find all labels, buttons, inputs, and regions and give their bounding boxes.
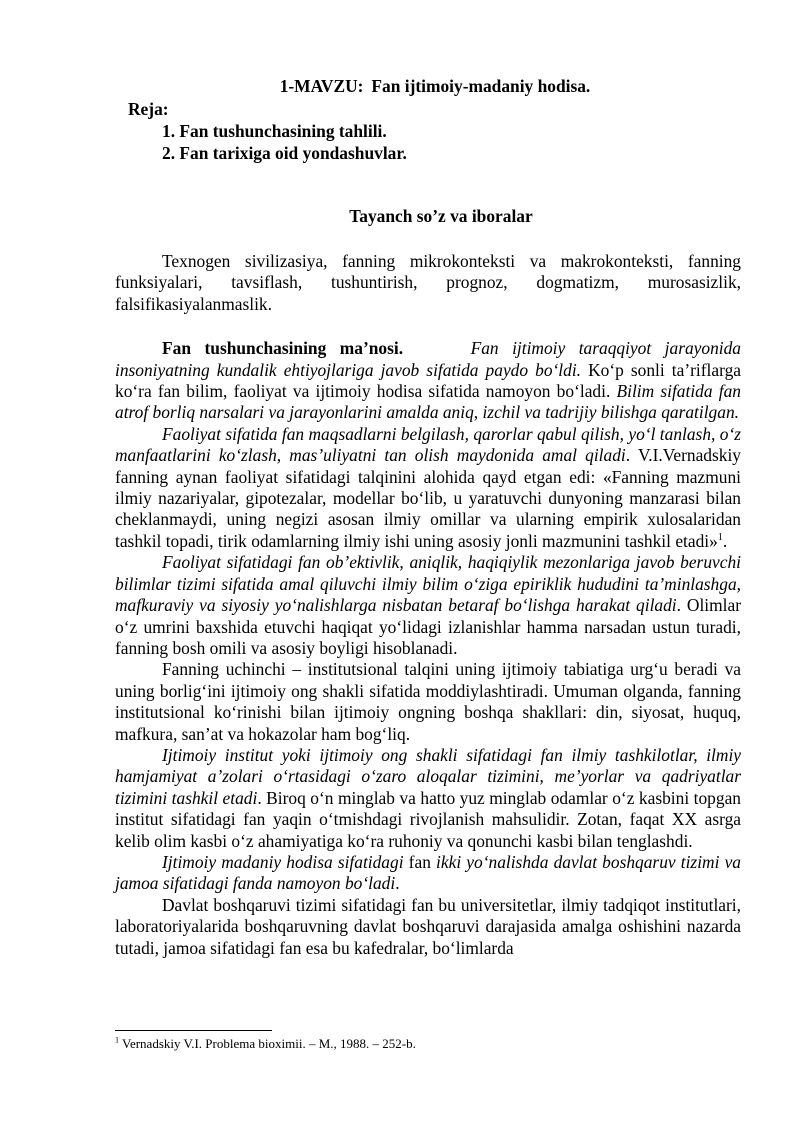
plan-label: Reja: (128, 99, 169, 119)
page-title (115, 76, 755, 97)
paragraph-7 (115, 895, 741, 959)
keywords-paragraph (115, 251, 741, 315)
body-text: Davlat boshqaruvi tizimi sifatidagi fan bu universitetlar, ilmiy tadqiqot institutlari, laboratoriyalarida boshqaruvning davlat boshqaruvi darajasida amalga oshishini nazarda tutadi, jamoa sifatidagi fan esa bu kafedralar, bo‘limlarda (115, 894, 741, 958)
paragraph-2 (115, 424, 741, 552)
italic-text: Faoliyat sifatidagi fan ob’ektivlik, aniqlik, haqiqiylik mezonlariga javob beruvchi bilimlar tizimi sifatida amal qiluvchi ilmiy bilim o‘ziga epiriklik hududini ta’minlashga, mafkuraviy va siyosiy yo‘nalishlarga nisbatan betaraf bo‘lishga harakat qiladi (115, 552, 741, 616)
italic-text: Ijtimoiy institut yoki ijtimoiy ong shakli sifatidagi fan ilmiy tashkilotlar, ilmiy hamjamiyat a’zolari o‘rtasidagi o‘zaro aloqalar tizimini, me’yorlar va qadriyatlar tizimini tashkil etadi (115, 744, 741, 808)
italic-text: Ijtimoiy madaniy hodisa sifatidagi (162, 851, 404, 872)
italic-text: Faoliyat sifatida fan maqsadlarni belgilash, qarorlar qabul qilish, yo‘l tanlash, o‘z manfaatlarini ko‘zlash, mas’uliyatni tan olish maydonida amal qiladi (115, 423, 741, 466)
title-text: Fan ijtimoiy-madaniy hodisa. (371, 76, 591, 96)
keywords-text: Texnogen sivilizasiya, fanning mikrokonteksti va makrokonteksti, fanning funksiyalari, tavsiflash, tushuntirish, prognoz, dogmatizm, murosasizlik, falsifikasiyalanmaslik. (115, 251, 741, 314)
paragraph-6 (115, 852, 741, 895)
body-text: . (395, 873, 400, 894)
body-text: . Biroq o‘n minglab va hatto yuz minglab odamlar o‘z kasbini topgan institut sifatidagi fan yaqin o‘tmishdagi rivojlanish mahsulidir. Zotan, faqat XX asrga kelib olim kasbi o‘z ahamiyatiga ko‘ra ruhoniy va qonunchi kasbi bilan tenglashdi. (115, 787, 741, 851)
plan-item: 2. Fan tarixiga oid yondashuvlar. (162, 143, 407, 163)
paragraph-3 (115, 552, 741, 659)
body-text: Fanning uchinchi – institutsional talqini uning ijtimoiy tabiatiga urg‘u beradi va uning borlig‘ini ijtimoiy ong shakli sifatida moddiylashtiradi. Umuman olganda, fanning institutsional ko‘rinishi bilan ijtimoiy ongning boshqa shakllari: din, siyosat, huquq, mafkura, san’at va hokazolar ham bog‘liq. (115, 659, 741, 744)
plan-list (162, 121, 407, 165)
paragraph-1 (115, 338, 741, 424)
italic-text: Bilim sifatida fan atrof borliq narsalari va jarayonlarini amalda aniq, izchil va tadrijiy bilishga qaratilgan. (115, 381, 741, 423)
keywords-heading: Tayanch so’z va iboralar (349, 206, 533, 226)
plan-item: 1. Fan tushunchasining tahlili. (162, 121, 387, 141)
body-text: . Olimlar o‘z umrini baxshida etuvchi haqiqat yo‘lidagi izlanishlar hamma narsadan ustun turadi, fanning bosh omili va asosiy boyligi hisoblanadi. (115, 595, 741, 658)
title-number: 1-MAVZU: (279, 76, 364, 96)
footnote-text: Vernadskiy V.I. Problema bioximii. – M., 1988. – 252-b. (119, 1036, 416, 1051)
body-text: Ko‘p sonli ta’riflarga ko‘ra fan bilim, faoliyat va ijtimoiy hodisa sifatida namoyon bo‘ladi. (115, 359, 741, 402)
italic-text: Fan ijtimoiy taraqqiyot jarayonida insoniyatning kundalik ehtiyojlariga javob sifatida paydo bo‘ldi. (115, 338, 741, 380)
body-text: . (722, 530, 728, 551)
paragraph-4 (115, 659, 741, 745)
document-body (115, 251, 741, 959)
footnote-divider (115, 1030, 272, 1031)
footnote-reference[interactable]: 1 (717, 532, 723, 544)
paragraph-5 (115, 745, 741, 852)
body-text: fan (403, 851, 437, 872)
body-text: . V.I.Vernadskiy fanning aynan faoliyat sifatidagi talqinini alohida qayd etgan edi: «Fanning mazmuni ilmiy nazariyalar, gipotezalar, modellar bo‘lib, u yaratuvchi dunyoning manzarasi bilan cheklanmaydi, uning negizi asosan ilmiy omillar va ularning empirik xulosalaridan tashkil topadi, tirik odamlarning ilmiy ishi uning asosiy jonli mazmunini tashkil etadi» (115, 445, 741, 551)
footnote (115, 1036, 416, 1052)
section-heading: Fan tushunchasining ma’nosi. (162, 338, 404, 359)
italic-text: ikki yo‘nalishda davlat boshqaruv tizimi va jamoa sifatidagi fanda namoyon bo‘ladi (115, 851, 741, 894)
footnote-mark: 1 (115, 1035, 119, 1045)
